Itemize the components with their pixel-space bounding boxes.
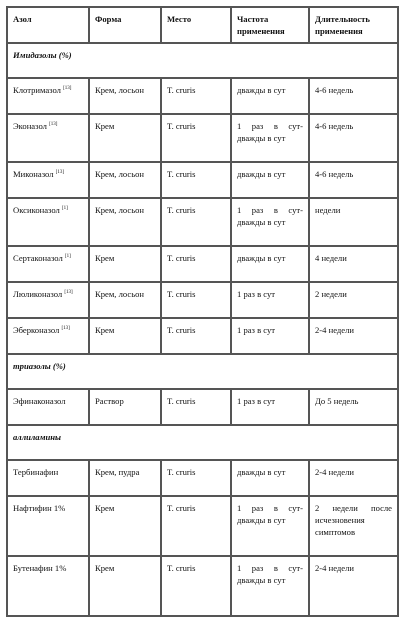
azole-name: Эфинаконазол [13,396,66,406]
form-cell: Крем [89,246,161,282]
frequency-cell: дважды в сут [231,246,309,282]
frequency-cell: 1 раз в сут-дважды в сут [231,198,309,246]
place-cell: T. cruris [161,246,231,282]
group-label: аллиламины [7,425,398,460]
frequency-cell: 1 раз в сут-дважды в сут [231,556,309,616]
table-row [7,78,398,114]
duration-cell: 2 недели после исчезновения симптомов [309,496,398,556]
azole-name-cell [7,460,89,496]
group-label: Имидазолы (%) [7,43,398,78]
header-form: Форма [89,7,161,43]
azole-name: Люликоназол [13,289,63,299]
azole-name: Сертаконазол [13,253,63,263]
frequency-cell: 1 раз в сут-дважды в сут [231,496,309,556]
place-cell: T. cruris [161,198,231,246]
table-row [7,162,398,198]
azole-name-cell [7,282,89,318]
reference: [13] [49,122,58,127]
form-cell: Крем [89,496,161,556]
duration-cell: недели [309,198,398,246]
reference: [13] [64,290,73,295]
azole-name-cell [7,78,89,114]
duration-cell: 4 недели [309,246,398,282]
table-row [7,246,398,282]
azole-name: Бутенафин 1% [13,563,67,573]
header-frequency: Частота применения [231,7,309,43]
table-row [7,114,398,162]
azole-name-cell [7,162,89,198]
azole-table [6,6,399,617]
azole-table-container [6,6,397,617]
azole-name-cell [7,318,89,354]
azole-name: Оксиконазол [13,205,60,215]
place-cell: T. cruris [161,114,231,162]
reference: [1] [62,206,68,211]
place-cell: T. cruris [161,282,231,318]
azole-name: Клотримазол [13,85,61,95]
azole-name: Нафтифин 1% [13,503,66,513]
form-cell: Крем [89,318,161,354]
place-cell: T. cruris [161,318,231,354]
place-cell: T. cruris [161,496,231,556]
table-row [7,282,398,318]
form-cell: Крем, лосьон [89,198,161,246]
azole-name: Миконазол [13,169,54,179]
table-row [7,460,398,496]
form-cell: Крем, пудра [89,460,161,496]
azole-name: Тербинафин [13,467,59,477]
form-cell: Раствор [89,389,161,425]
duration-cell: 4-6 недель [309,162,398,198]
azole-name: Эконазол [13,121,47,131]
form-cell: Крем, лосьон [89,162,161,198]
azole-name-cell [7,556,89,616]
header-azole: Азол [7,7,89,43]
place-cell: T. cruris [161,162,231,198]
frequency-cell: 1 раз в сут [231,282,309,318]
azole-name-cell [7,114,89,162]
place-cell: T. cruris [161,556,231,616]
frequency-cell: 1 раз в сут-дважды в сут [231,114,309,162]
place-cell: T. cruris [161,460,231,496]
frequency-cell: дважды в сут [231,78,309,114]
header-duration: Длительность применения [309,7,398,43]
form-cell: Крем [89,114,161,162]
duration-cell: 2 недели [309,282,398,318]
azole-name: Эберконазол [13,325,60,335]
frequency-cell: дважды в сут [231,460,309,496]
reference: [13] [63,86,72,91]
azole-name-cell [7,246,89,282]
azole-name-cell [7,198,89,246]
frequency-cell: дважды в сут [231,162,309,198]
azole-name-cell [7,389,89,425]
frequency-cell: 1 раз в сут [231,318,309,354]
reference: [13] [61,326,70,331]
duration-cell: 2-4 недели [309,460,398,496]
table-row [7,496,398,556]
table-row [7,318,398,354]
group-row-allylamines [7,425,398,460]
duration-cell: 2-4 недели [309,318,398,354]
table-row [7,198,398,246]
duration-cell: До 5 недель [309,389,398,425]
group-label: триазолы (%) [7,354,398,389]
duration-cell: 4-6 недель [309,114,398,162]
form-cell: Крем, лосьон [89,282,161,318]
table-row [7,389,398,425]
duration-cell: 4-6 недель [309,78,398,114]
place-cell: T. cruris [161,78,231,114]
group-row-triazoles [7,354,398,389]
table-row [7,556,398,616]
form-cell: Крем, лосьон [89,78,161,114]
form-cell: Крем [89,556,161,616]
reference: [13] [55,170,65,175]
place-cell: T. cruris [161,389,231,425]
header-place: Место [161,7,231,43]
duration-cell: 2-4 недели [309,556,398,616]
table-header-row [7,7,398,43]
frequency-cell: 1 раз в сут [231,389,309,425]
azole-name-cell [7,496,89,556]
group-row-imidazoles [7,43,398,78]
reference: [1] [64,254,71,259]
